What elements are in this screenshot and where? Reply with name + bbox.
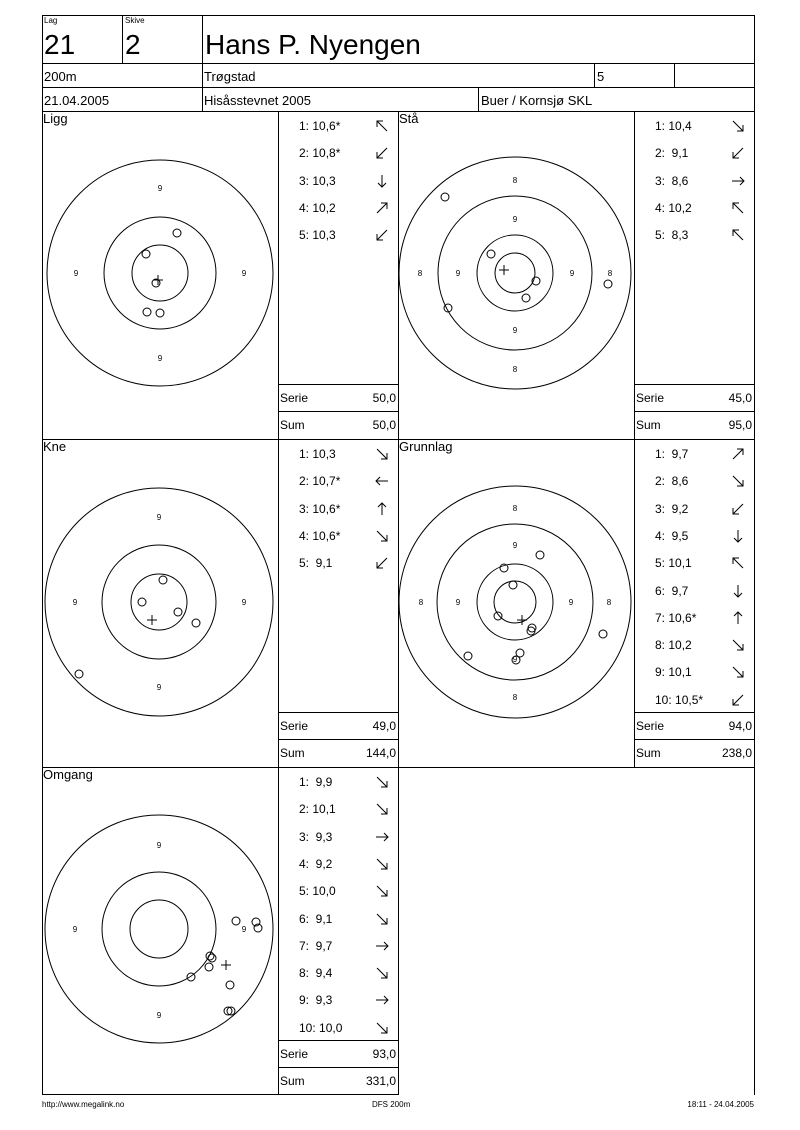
direction-arrow-icon <box>731 201 745 215</box>
shot-hole <box>143 308 151 316</box>
direction-arrow-icon <box>731 502 745 516</box>
direction-arrow-icon <box>375 502 389 516</box>
shot-score: 3: 9,2 <box>655 501 689 516</box>
serie-label: Serie <box>636 391 665 405</box>
panel-title-kne: Kne <box>43 439 67 454</box>
ring-label: 8 <box>512 693 518 702</box>
ring-label: 9 <box>72 925 78 934</box>
direction-arrow-icon <box>375 119 389 133</box>
sum-label: Sum <box>280 746 305 760</box>
shot-score: 6: 9,1 <box>299 911 333 926</box>
organizer: Buer / Kornsjø SKL <box>481 93 593 108</box>
sum-value: 238,0 <box>721 746 752 760</box>
shot-list-omgang <box>279 768 398 1040</box>
shot-score: 5: 10,3 <box>299 228 336 243</box>
target-omgang <box>43 782 278 1082</box>
direction-arrow-icon <box>375 201 389 215</box>
ring-label: 8 <box>606 598 612 607</box>
ring-label: 8 <box>512 504 518 513</box>
direction-arrow-icon <box>731 146 745 160</box>
direction-arrow-icon <box>731 447 745 461</box>
direction-arrow-icon <box>375 884 389 898</box>
direction-arrow-icon <box>731 638 745 652</box>
ring-label: 9 <box>157 354 163 363</box>
shot-score: 2: 10,7* <box>299 474 341 489</box>
shot-score: 5: 10,1 <box>655 556 692 571</box>
target-sta <box>399 126 634 426</box>
direction-arrow-icon <box>375 912 389 926</box>
direction-arrow-icon <box>375 1021 389 1035</box>
ring-label: 9 <box>156 1011 162 1020</box>
target-ligg <box>43 126 278 426</box>
direction-arrow-icon <box>731 665 745 679</box>
direction-arrow-icon <box>731 174 745 188</box>
serie-value: 50,0 <box>372 391 396 405</box>
ring-label: 9 <box>241 925 247 934</box>
direction-arrow-icon <box>375 775 389 789</box>
ring-label: 9 <box>73 269 79 278</box>
shot-score: 1: 9,7 <box>655 447 689 461</box>
serie-value: 94,0 <box>728 719 752 733</box>
ring-label: 9 <box>157 184 163 193</box>
shot-hole <box>173 229 181 237</box>
center-mark <box>153 275 163 285</box>
direction-arrow-icon <box>375 939 389 953</box>
target-grunnlag <box>399 454 634 754</box>
serie-label: Serie <box>280 1047 309 1061</box>
sum-value: 50,0 <box>372 418 396 432</box>
ring-label: 9 <box>241 269 247 278</box>
club-name: Trøgstad <box>204 69 256 84</box>
target-kne <box>43 454 278 754</box>
footer-timestamp: 18:11 - 24.04.2005 <box>687 1100 754 1109</box>
shot-hole <box>142 250 150 258</box>
ring-label: 9 <box>512 326 518 335</box>
sum-value: 144,0 <box>365 746 396 760</box>
ring-label: 8 <box>512 365 518 374</box>
shot-score: 4: 9,2 <box>299 856 333 871</box>
lag-label: Lag <box>44 16 58 25</box>
ring-label: 8 <box>512 176 518 185</box>
shot-score: 4: 10,6* <box>299 528 341 543</box>
shot-score: 9: 10,1 <box>655 665 692 680</box>
ring-label: 9 <box>512 541 518 550</box>
direction-arrow-icon <box>731 529 745 543</box>
shooter-name: Hans P. Nyengen <box>205 29 421 60</box>
panel-title-omgang: Omgang <box>43 767 93 782</box>
shot-score: 1: 10,6* <box>299 119 341 133</box>
serie-value: 93,0 <box>372 1047 396 1061</box>
shot-list-kne <box>279 440 398 712</box>
direction-arrow-icon <box>731 584 745 598</box>
shot-score: 7: 10,6* <box>655 610 697 625</box>
shot-score: 10: 10,0 <box>299 1020 343 1035</box>
serie-label: Serie <box>636 719 665 733</box>
ring-label: 9 <box>455 598 461 607</box>
shot-score: 8: 9,4 <box>299 966 333 981</box>
sum-label: Sum <box>280 1074 305 1088</box>
shot-score: 4: 9,5 <box>655 528 689 543</box>
direction-arrow-icon <box>375 830 389 844</box>
ring-label: 8 <box>417 269 423 278</box>
direction-arrow-icon <box>731 556 745 570</box>
serie-label: Serie <box>280 391 309 405</box>
direction-arrow-icon <box>731 119 745 133</box>
direction-arrow-icon <box>375 857 389 871</box>
direction-arrow-icon <box>731 693 745 707</box>
event-name: Hisåsstevnet 2005 <box>204 93 311 108</box>
shot-score: 6: 9,7 <box>655 583 689 598</box>
shot-score: 5: 8,3 <box>655 228 689 243</box>
direction-arrow-icon <box>375 966 389 980</box>
ring-label: 9 <box>72 598 78 607</box>
direction-arrow-icon <box>375 228 389 242</box>
shot-list-grunnlag <box>635 440 754 712</box>
shot-score: 2: 10,1 <box>299 802 336 817</box>
shot-score: 3: 10,3 <box>299 173 336 188</box>
ring-label: 9 <box>241 598 247 607</box>
shot-list-sta <box>635 112 754 384</box>
direction-arrow-icon <box>375 993 389 1007</box>
event-date: 21.04.2005 <box>44 93 110 108</box>
direction-arrow-icon <box>731 228 745 242</box>
ring-label: 8 <box>607 269 613 278</box>
panel-title-sta: Stå <box>399 111 419 126</box>
shot-score: 1: 9,9 <box>299 775 333 789</box>
shot-score: 5: 10,0 <box>299 884 336 899</box>
shot-hole <box>156 309 164 317</box>
shot-score: 7: 9,7 <box>299 938 333 953</box>
shot-score: 10: 10,5* <box>655 692 704 707</box>
ring-label: 9 <box>568 598 574 607</box>
ring-label: 9 <box>512 655 518 664</box>
sum-value: 95,0 <box>728 418 752 432</box>
ring-label: 8 <box>418 598 424 607</box>
sum-label: Sum <box>636 418 661 432</box>
shot-score: 4: 10,2 <box>299 200 336 215</box>
serie-value: 49,0 <box>372 719 396 733</box>
direction-arrow-icon <box>375 447 389 461</box>
shot-score: 2: 9,1 <box>655 146 689 161</box>
shooter-class: 5 <box>597 69 605 84</box>
ring-label: 9 <box>156 513 162 522</box>
ring-label: 9 <box>156 841 162 850</box>
shot-score: 1: 10,4 <box>655 119 692 133</box>
serie-label: Serie <box>280 719 309 733</box>
direction-arrow-icon <box>375 802 389 816</box>
direction-arrow-icon <box>375 146 389 160</box>
sum-label: Sum <box>636 746 661 760</box>
shot-score: 1: 10,3 <box>299 447 336 461</box>
ring-label: 9 <box>156 683 162 692</box>
direction-arrow-icon <box>375 529 389 543</box>
shot-score: 3: 9,3 <box>299 829 333 844</box>
shot-score: 2: 10,8* <box>299 146 341 161</box>
direction-arrow-icon <box>375 556 389 570</box>
direction-arrow-icon <box>731 474 745 488</box>
shot-score: 3: 8,6 <box>655 173 689 188</box>
panel-title-ligg: Ligg <box>43 111 68 126</box>
panel-title-grunnlag: Grunnlag <box>399 439 453 454</box>
skive-label: Skive <box>125 16 145 25</box>
sum-value: 331,0 <box>365 1074 396 1088</box>
shot-score: 2: 8,6 <box>655 474 689 489</box>
direction-arrow-icon <box>375 174 389 188</box>
direction-arrow-icon <box>375 474 389 488</box>
shot-score: 5: 9,1 <box>299 556 333 571</box>
shot-score: 9: 9,3 <box>299 993 333 1008</box>
lag-number: 21 <box>44 29 76 60</box>
direction-arrow-icon <box>731 611 745 625</box>
shot-score: 8: 10,2 <box>655 638 692 653</box>
shot-score: 3: 10,6* <box>299 501 341 516</box>
footer-url[interactable]: http://www.megalink.no <box>42 1100 125 1109</box>
skive-number: 2 <box>125 29 141 60</box>
distance: 200m <box>44 69 77 84</box>
shot-list-ligg <box>279 112 398 384</box>
ring-label: 9 <box>512 215 518 224</box>
ring-label: 9 <box>569 269 575 278</box>
footer-program: DFS 200m <box>372 1100 411 1109</box>
serie-value: 45,0 <box>728 391 752 405</box>
ring-label: 9 <box>455 269 461 278</box>
shot-score: 4: 10,2 <box>655 200 692 215</box>
sum-label: Sum <box>280 418 305 432</box>
